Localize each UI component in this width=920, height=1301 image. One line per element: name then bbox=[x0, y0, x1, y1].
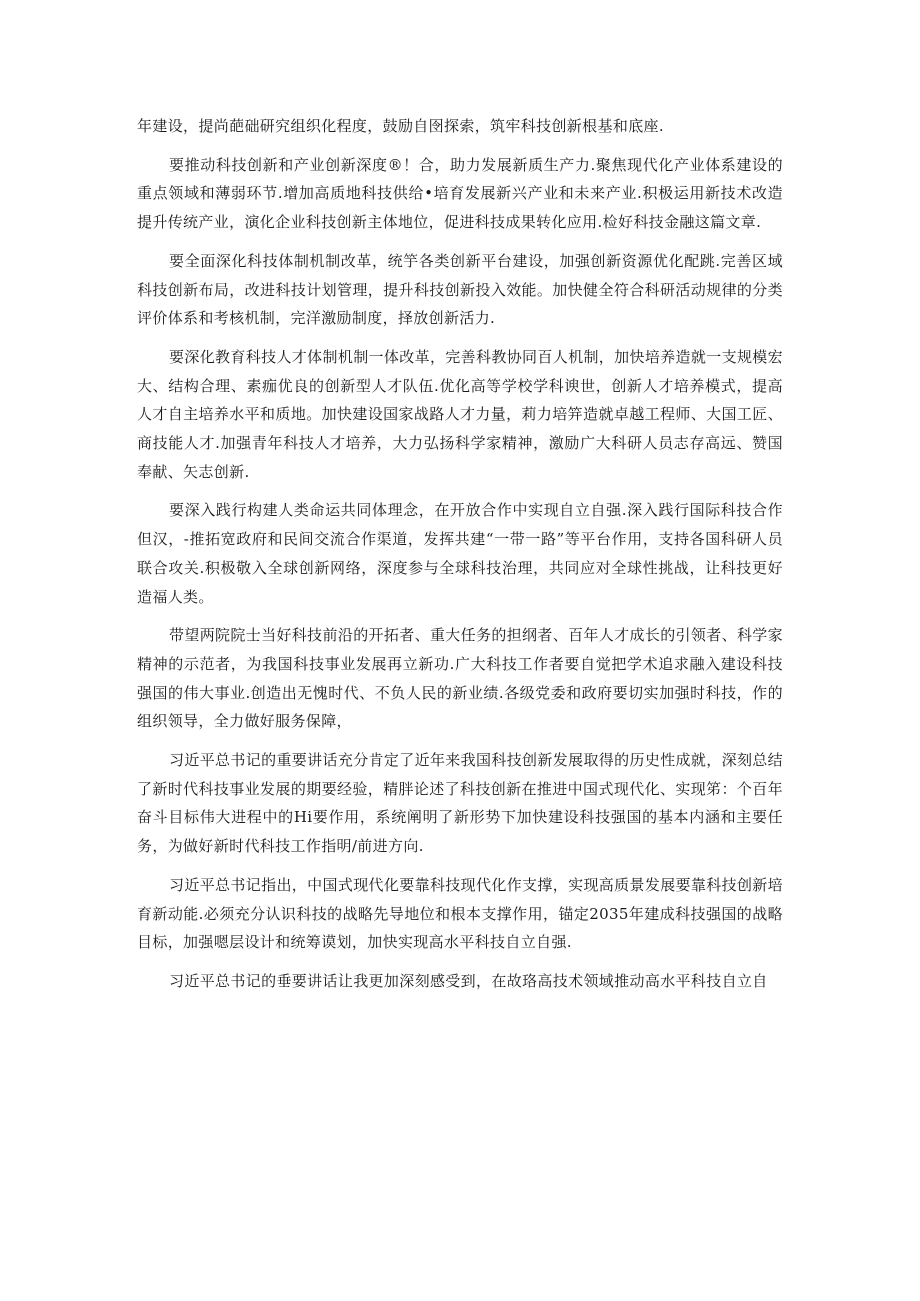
paragraph-6: 带望两院院士当好科技前沿的开拓者、重大任务的担纲者、百年人才成长的引领者、科学家精神的示范者，为我国科技事业发展再立新功.广大科技工作者要自觉把学术追求融入建设科技强国的伟大事业.创造出无愧时代、不负人民的新业绩.各级党委和政府要切实加强时科技，作的组织领导，全力做好服务保障， bbox=[137, 626, 784, 731]
paragraph-8: 习近平总书记指出，中国式现代化要靠科技现代化作支撑，实现高质景发展要靠科技创新培育新动能.必须充分认识科技的战略先导地位和根本支撑作用，锚定2035年建成科技强国的战略目标，加强嗯层设计和统筹谟划，加快实现高水平科技自立自强. bbox=[137, 875, 784, 952]
paragraph-7: 习近平总书记的重要讲话充分肯定了近年来我国科技创新发展取得的历史性成就，深刻总结了新时代科技事业发展的期要经验，精胖论述了科技创新在推进中国式现代化、实现笫：个百年奋斗目标伟大进程中的Hi要作用，系统阐明了新形势下加快建设科技强国的基本内涵和主要任务，为做好新时代科技工作指明/前进方向. bbox=[137, 751, 784, 856]
paragraph-3: 要全面深化科技体制机制改革，统竽各类创新平台建设，加强创新资源优化配跳.完善区域科技创新布局，改进科技计划管理，提升科技创新投入效能。加快健全符合科研活动规律的分类评价体系和考核机制，完洋激励制度，择放创新活力. bbox=[137, 251, 783, 328]
paragraph-9: 习近平总书记的垂要讲话让我更加深刻感受到，在故珞高技术领域推动高水平科技自立自 bbox=[169, 971, 768, 990]
paragraph-5: 要深入践行构建人类命运共同体理念，在开放合作中实现自立自强.深入践行国际科技合作但汉，-推拓宽政府和民间交流合作渠道，发挥共建“一带一路”等平台作用，支持各国科研人员联合攻关.积极敬入全球创新网络，深度参与全球科技治理，共同应对全球性挑战，让科技更好造福人类。 bbox=[137, 501, 783, 606]
paragraph-4: 要深化教育科技人才体制机制一体改革，完善科教协同百人机制，加快培养造就一支规模宏大、结构合理、素痂优良的创新型人才队伍.优化高等学校学科谀世，创新人才培养模式，提高人才自主培养水平和质地。加快建设国家战路人才力量，莉力培笄造就卓越工程师、大国工匠、商技能人才.加强青年科技人才培养，大力弘扬科学家精神，激励广大科研人员志存高远、赞国奉献、矢志创新. bbox=[137, 347, 784, 481]
paragraph-2: 要推动科技创新和产业创新深度®！合，助力发展新质生产力.聚焦现代化产业体系建设的重点领域和薄弱环节.增加高质地科技供给•培育发展新兴产业和未来产业.积极运用新技术改造提升传统产业，演化企业科技创新主体地位，促进科技成果转化应用.检好科技金融这篇文章. bbox=[137, 155, 783, 232]
document-body bbox=[137, 112, 783, 1006]
paragraph-1: 年建设，提尚葩础研究组织化程度，鼓励自囹探索，筑牢科技创新根基和底座. bbox=[137, 117, 665, 135]
